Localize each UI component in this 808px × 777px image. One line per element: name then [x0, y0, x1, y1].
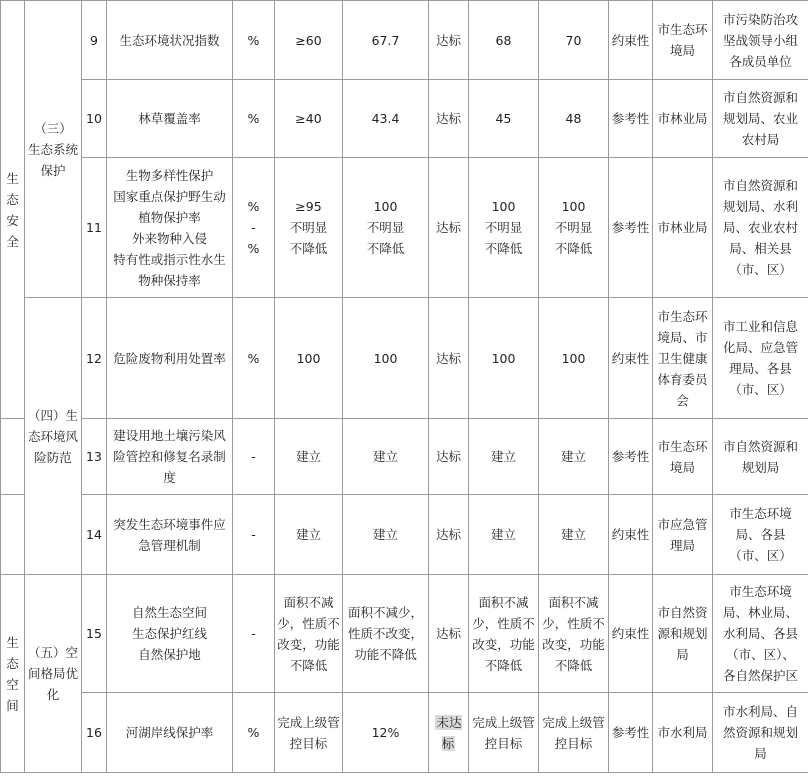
table-row	[1, 80, 808, 158]
lead-department-cell: 市生态环 境局	[653, 419, 713, 495]
target-cell: 面积不减 少，性质不 改变，功能 不降低	[275, 575, 343, 693]
unit-cell: %	[233, 80, 275, 158]
status-cell: 达标	[429, 419, 469, 495]
coop-department-cell: 市生态环境 局、各县 （市、区）	[713, 495, 808, 575]
lead-department-cell: 市林业局	[653, 80, 713, 158]
coop-department-cell: 市自然资源和 规划局	[713, 419, 808, 495]
row-number: 10	[82, 80, 107, 158]
status-cell: 达标	[429, 1, 469, 80]
value-2025-cell: 建立	[539, 495, 609, 575]
target-cell: ≥95 不明显 不降低	[275, 158, 343, 298]
target-cell: ≥40	[275, 80, 343, 158]
unit-cell: %	[233, 298, 275, 419]
indicator-name: 生态环境状况指数	[107, 1, 233, 80]
row-number: 9	[82, 1, 107, 80]
status-cell: 达标	[429, 158, 469, 298]
status-highlight: 未达标	[436, 714, 462, 751]
subcategory-cell: （五）空 间格局优 化	[25, 575, 82, 773]
target-cell: ≥60	[275, 1, 343, 80]
coop-department-cell: 市自然资源和 规划局、水利 局、农业农村 局、相关县 （市、区）	[713, 158, 808, 298]
unit-cell: %	[233, 1, 275, 80]
table-row	[1, 419, 808, 495]
attribute-cell: 参考性	[609, 419, 653, 495]
indicator-name: 建设用地土壤污染风 险管控和修复名录制 度	[107, 419, 233, 495]
status-cell: 达标	[429, 575, 469, 693]
indicator-name: 危险废物利用处置率	[107, 298, 233, 419]
target-cell: 完成上级管 控目标	[275, 693, 343, 773]
unit-cell: -	[233, 575, 275, 693]
status-cell: 达标	[429, 495, 469, 575]
target-cell: 100	[275, 298, 343, 419]
indicator-name: 林草覆盖率	[107, 80, 233, 158]
value-2025-cell: 完成上级管 控目标	[539, 693, 609, 773]
current-value-cell: 面积不减少， 性质不改变， 功能不降低	[343, 575, 429, 693]
table-row	[1, 298, 808, 419]
table-row	[1, 575, 808, 693]
value-2024-cell: 100 不明显 不降低	[469, 158, 539, 298]
lead-department-cell: 市水利局	[653, 693, 713, 773]
status-cell: 达标	[429, 298, 469, 419]
row-number: 11	[82, 158, 107, 298]
current-value-cell: 建立	[343, 495, 429, 575]
attribute-cell: 参考性	[609, 158, 653, 298]
value-2025-cell: 100 不明显 不降低	[539, 158, 609, 298]
lead-department-cell: 市应急管 理局	[653, 495, 713, 575]
attribute-cell: 参考性	[609, 80, 653, 158]
table-row	[1, 693, 808, 773]
value-2025-cell: 100	[539, 298, 609, 419]
table-row	[1, 495, 808, 575]
row-number: 14	[82, 495, 107, 575]
status-cell: 达标	[429, 80, 469, 158]
current-value-cell: 100 不明显 不降低	[343, 158, 429, 298]
value-2025-cell: 48	[539, 80, 609, 158]
indicator-name: 突发生态环境事件应 急管理机制	[107, 495, 233, 575]
current-value-cell: 100	[343, 298, 429, 419]
value-2024-cell: 100	[469, 298, 539, 419]
indicator-name: 生物多样性保护 国家重点保护野生动 植物保护率 外来物种入侵 特有性或指示性水生 物种保持率	[107, 158, 233, 298]
category-cell: 生 态 安 全	[1, 1, 25, 419]
value-2024-cell: 完成上级管 控目标	[469, 693, 539, 773]
target-cell: 建立	[275, 495, 343, 575]
value-2024-cell: 45	[469, 80, 539, 158]
table-row	[1, 158, 808, 298]
attribute-cell: 参考性	[609, 693, 653, 773]
coop-department-cell: 市自然资源和 规划局、农业 农村局	[713, 80, 808, 158]
value-2025-cell: 建立	[539, 419, 609, 495]
category-cell: 生 态 空 间	[1, 575, 25, 773]
current-value-cell: 67.7	[343, 1, 429, 80]
unit-cell: -	[233, 419, 275, 495]
attribute-cell: 约束性	[609, 298, 653, 419]
value-2024-cell: 建立	[469, 495, 539, 575]
indicator-name: 自然生态空间 生态保护红线 自然保护地	[107, 575, 233, 693]
current-value-cell: 12%	[343, 693, 429, 773]
indicator-name: 河湖岸线保护率	[107, 693, 233, 773]
lead-department-cell: 市自然资 源和规划 局	[653, 575, 713, 693]
current-value-cell: 建立	[343, 419, 429, 495]
category-cell-blank	[1, 419, 25, 495]
status-cell	[429, 693, 469, 773]
table-row	[1, 1, 808, 80]
unit-cell: %	[233, 693, 275, 773]
row-number: 15	[82, 575, 107, 693]
row-number: 16	[82, 693, 107, 773]
coop-department-cell: 市水利局、自 然资源和规划 局	[713, 693, 808, 773]
coop-department-cell: 市生态环境 局、林业局、 水利局、各县 （市、区）、 各自然保护区	[713, 575, 808, 693]
unit-cell: % - %	[233, 158, 275, 298]
value-2024-cell: 面积不减 少，性质不 改变，功能 不降低	[469, 575, 539, 693]
value-2024-cell: 68	[469, 1, 539, 80]
current-value-cell: 43.4	[343, 80, 429, 158]
subcategory-cell: （四）生 态环境风 险防范	[25, 298, 82, 575]
attribute-cell: 约束性	[609, 1, 653, 80]
coop-department-cell: 市工业和信息 化局、应急管 理局、各县 （市、区）	[713, 298, 808, 419]
lead-department-cell: 市生态环 境局	[653, 1, 713, 80]
value-2024-cell: 建立	[469, 419, 539, 495]
target-cell: 建立	[275, 419, 343, 495]
unit-cell: -	[233, 495, 275, 575]
attribute-cell: 约束性	[609, 495, 653, 575]
lead-department-cell: 市生态环 境局、市 卫生健康 体育委员 会	[653, 298, 713, 419]
value-2025-cell: 面积不减 少，性质不 改变，功能 不降低	[539, 575, 609, 693]
row-number: 12	[82, 298, 107, 419]
subcategory-cell: （三） 生态系统 保护	[25, 1, 82, 298]
row-number: 13	[82, 419, 107, 495]
lead-department-cell: 市林业局	[653, 158, 713, 298]
coop-department-cell: 市污染防治攻 坚战领导小组 各成员单位	[713, 1, 808, 80]
category-cell-blank	[1, 495, 25, 575]
attribute-cell: 约束性	[609, 575, 653, 693]
value-2025-cell: 70	[539, 1, 609, 80]
